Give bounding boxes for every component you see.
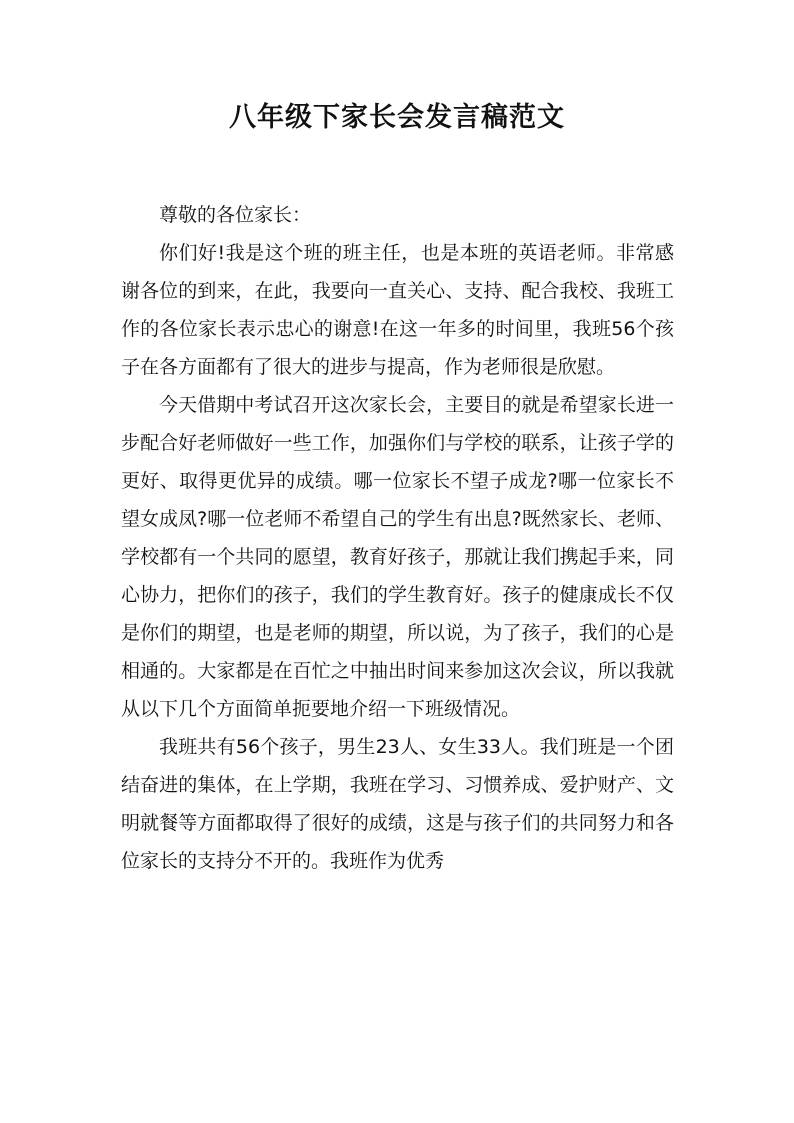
document-title: 八年级下家长会发言稿范文 <box>229 102 565 133</box>
salutation: 尊敬的各位家长： <box>159 204 312 226</box>
paragraph: 我班共有56个孩子，男生23人、女生33人。我们班是一个团结奋进的集体，在上学期，我班在学习、习惯养成、爱护财产、文明就餐等方面都取得了很好的成绩，这是与孩子们的共同努力和各位家长的支持分不开的。我班作为优秀 <box>121 736 674 872</box>
paragraph: 今天借期中考试召开这次家长会，主要目的就是希望家长进一步配合好老师做好一些工作，加强你们与学校的联系，让孩子学的更好、取得更优异的成绩。哪一位家长不望子成龙?哪一位家长不望女成凤?哪一位老师不希望自己的学生有出息?既然家长、老师、学校都有一个共同的愿望，教育好孩子，那就让我们携起手来，同心协力，把你们的孩子，我们的学生教育好。孩子的健康成长不仅是你们的期望，也是老师的期望，所以说，为了孩子，我们的心是相通的。大家都是在百忙之中抽出时间来参加这次会议，所以我就从以下几个方面简单扼要地介绍一下班级情况。 <box>121 394 674 720</box>
paragraph: 你们好!我是这个班的班主任，也是本班的英语老师。非常感谢各位的到来，在此，我要向一直关心、支持、配合我校、我班工作的各位家长表示忠心的谢意!在这一年多的时间里，我班56个孩子在各方面都有了很大的进步与提高，作为老师很是欣慰。 <box>121 242 674 378</box>
document-body <box>121 196 674 880</box>
